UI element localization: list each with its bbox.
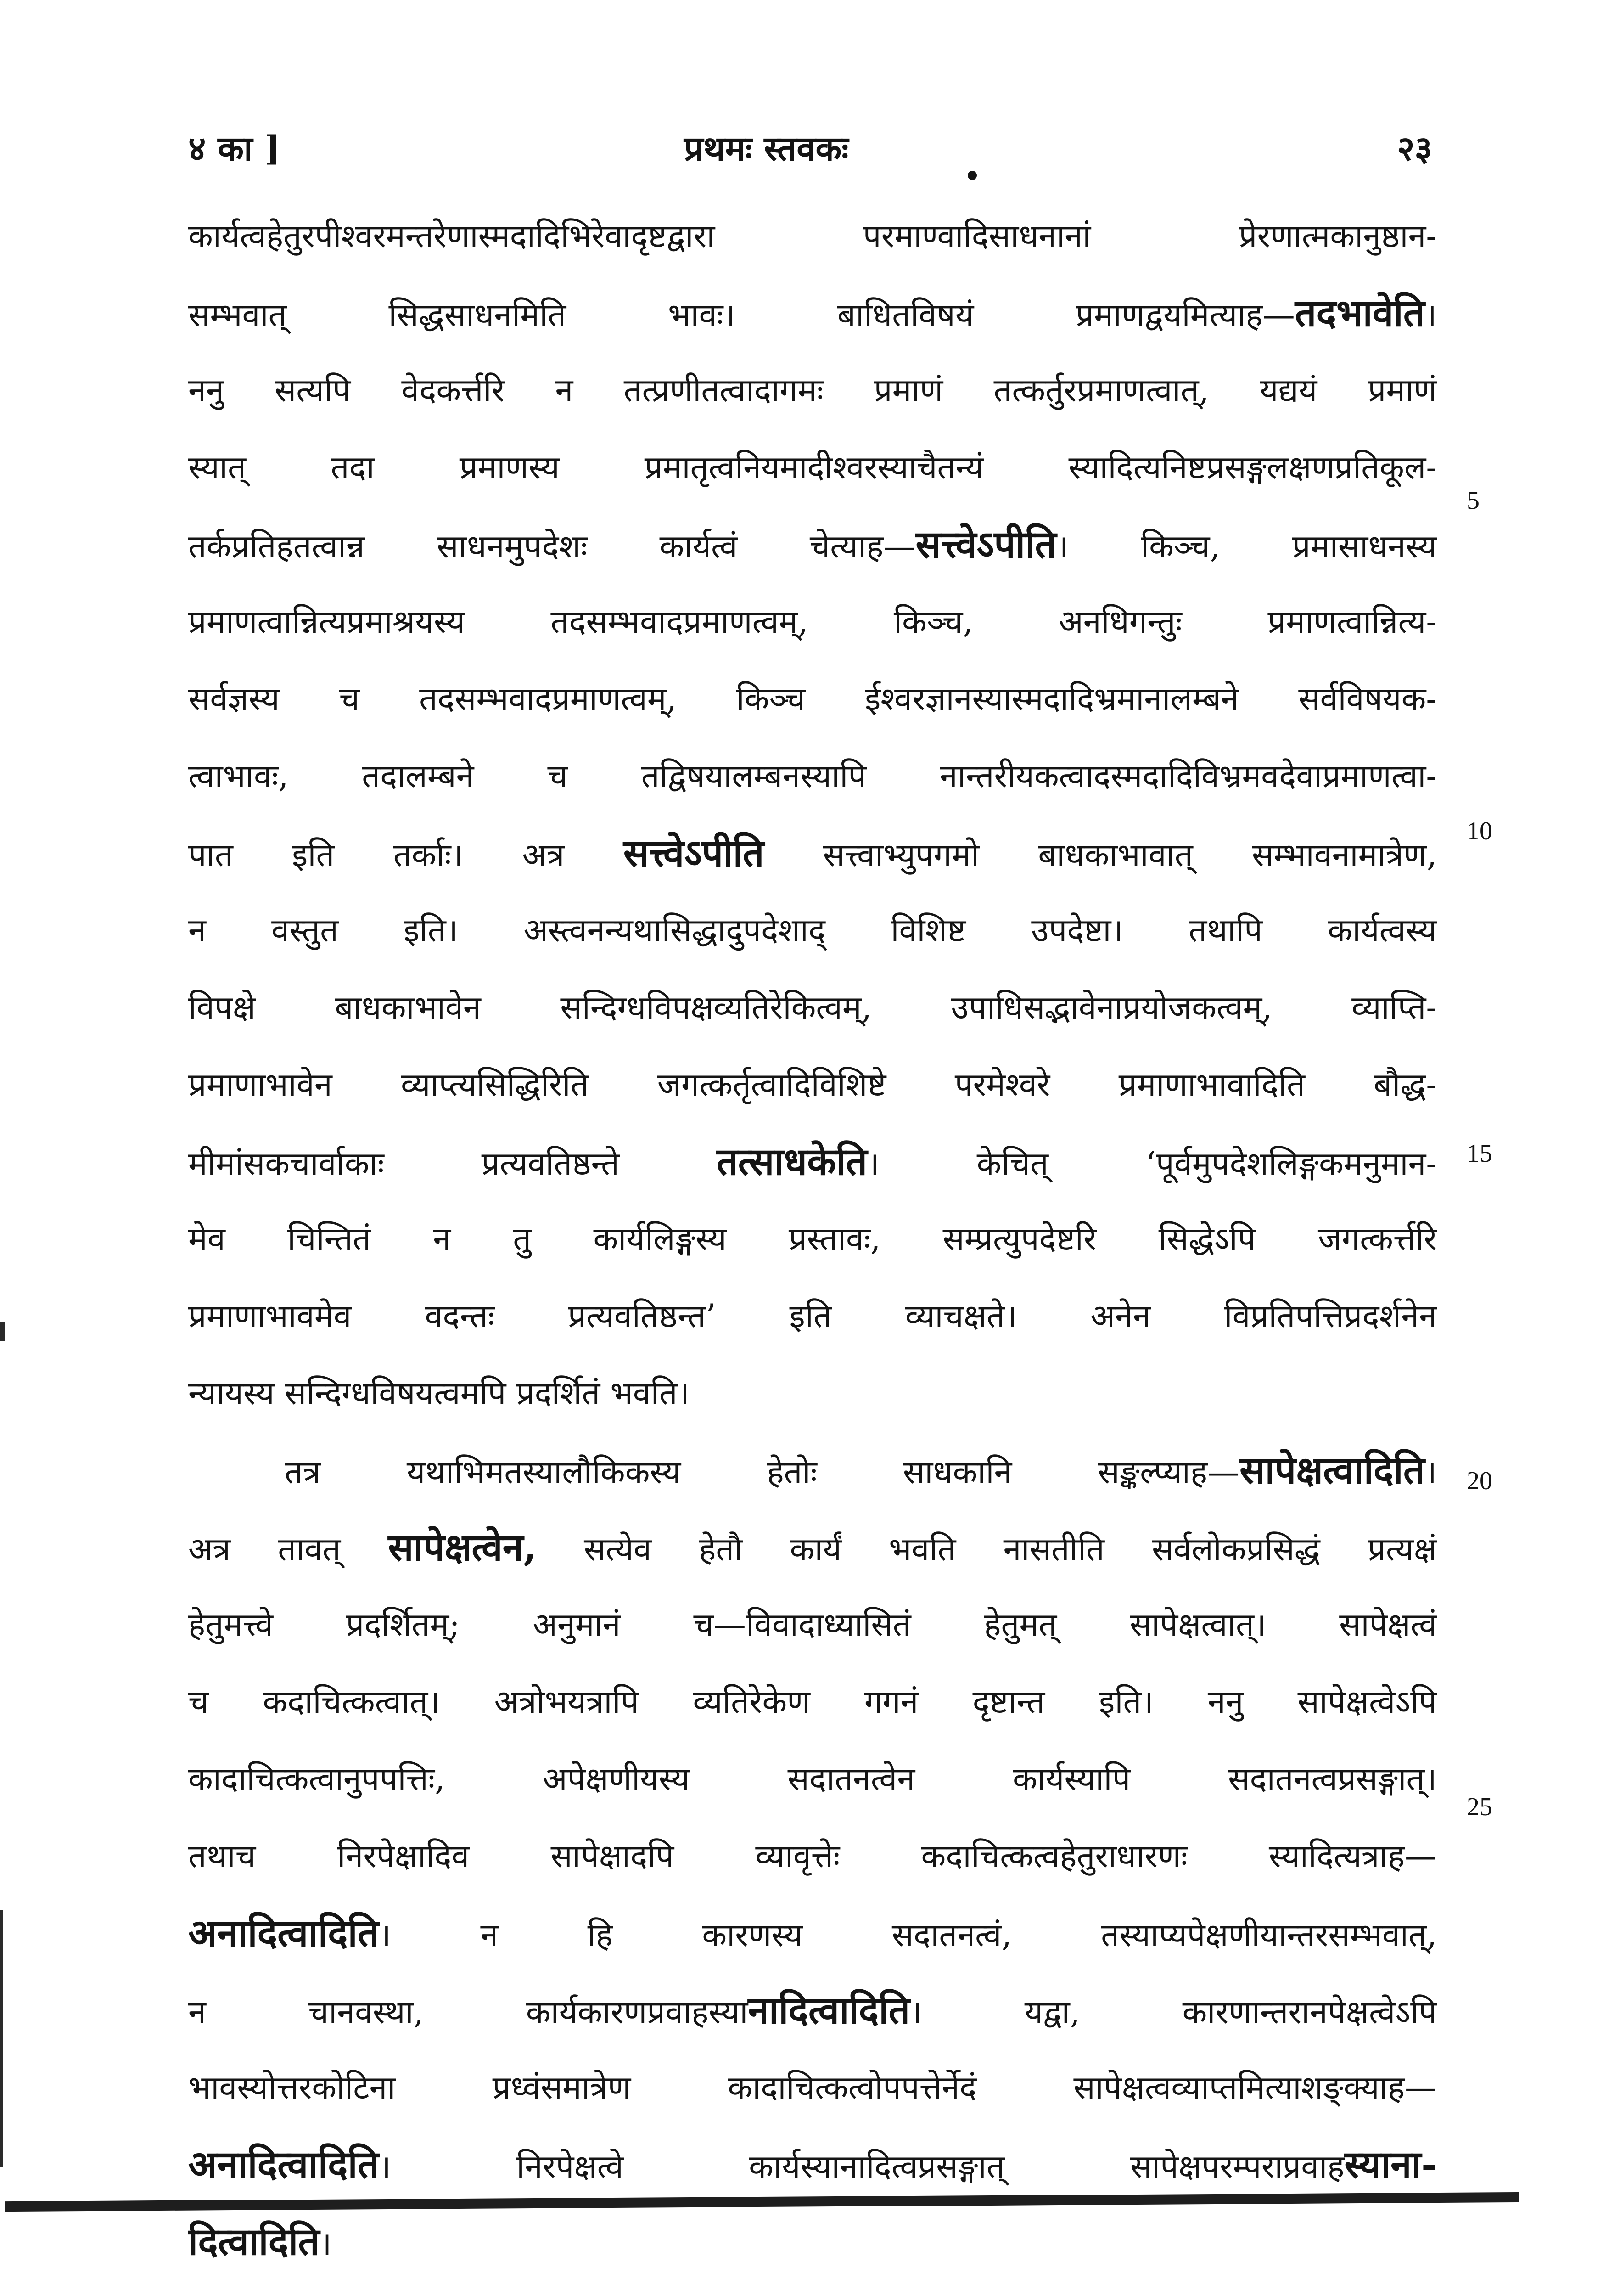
line-text: अत्र तावत् — [188, 1531, 388, 1568]
line-text: सम्भवात् सिद्धसाधनमिति भावः। बाधितविषयं प्रमाणद्वयमित्याह— — [188, 296, 1295, 334]
text-line — [188, 1972, 1437, 2049]
text-line — [188, 737, 1437, 815]
line-text: सत्त्वाभ्युपगमो बाधकाभावात् सम्भावनामात्रेण, — [764, 836, 1437, 874]
page-number: २३ — [1397, 129, 1432, 169]
line-text: प्रमाणाभावमेव वदन्तः प्रत्यवतिष्ठन्त’ इति व्याचक्षते। अनेन विप्रतिपत्तिप्रदर्शनेन — [188, 1297, 1437, 1335]
line-text: च कदाचित्कत्वात्। अत्रोभयत्रापि व्यतिरेकेण गगनं दृष्टान्त इति। ननु सापेक्षत्वेऽपि — [188, 1683, 1437, 1721]
line-text: हेतुमत्त्वे प्रदर्शितम्; अनुमानं च—विवादाध्यासितं हेतुमत् सापेक्षत्वात्। सापेक्षत्वं — [188, 1606, 1437, 1643]
text-line — [188, 1046, 1437, 1123]
text-line — [188, 1663, 1437, 1740]
text-line — [188, 197, 1437, 275]
text-line — [188, 429, 1437, 506]
line-text: । केचित् ‘पूर्वमुपदेशलिङ्गकमनुमान- — [867, 1145, 1437, 1182]
line-text: न वस्तुत इति। अस्त्वनन्यथासिद्धादुपदेशाद् विशिष्ट उपदेष्टा। तथापि कार्यत्वस्य — [188, 912, 1437, 949]
line-text: । किञ्च, प्रमासाधनस्य — [1056, 528, 1437, 565]
line-text: प्रमाणत्वान्नित्यप्रमाश्रयस्य तदसम्भवादप्रमाणत्वम्, किञ्च, अनधिगन्तुः प्रमाणत्वान्नित्य- — [188, 603, 1437, 641]
line-number: 10 — [1467, 817, 1492, 845]
bold-pratika: सत्त्वेऽपीति — [623, 831, 764, 875]
header-section-marker: ४ का ] — [188, 129, 281, 169]
bold-pratika: दित्वादिति — [188, 2220, 320, 2264]
line-text: त्वाभावः, तदालम्बने च तद्विषयालम्बनस्यापि नान्तरीयकत्वादस्मदादिविभ्रमवदेवाप्रमाणत्वा- — [188, 757, 1437, 795]
line-text: । निरपेक्षत्वे कार्यस्यानादित्वप्रसङ्गात् सापेक्षपरम्पराप्रवाह — [379, 2148, 1345, 2185]
bold-pratika: नादित्वादिति — [748, 1988, 910, 2032]
bold-pratika: सत्त्वेऽपीति — [915, 523, 1057, 567]
line-text: स्यात् तदा प्रमाणस्य प्रमातृत्वनियमादीश्वरस्याचैतन्यं स्यादित्यनिष्टप्रसङ्गलक्षणप्रतिकूल- — [188, 449, 1437, 486]
line-text: तथाच निरपेक्षादिव सापेक्षादपि व्यावृत्तेः कदाचित्कत्वहेतुराधारणः स्यादित्यत्राह— — [188, 1837, 1437, 1875]
text-line — [188, 1895, 1437, 1972]
line-text: प्रमाणाभावेन व्याप्त्यसिद्धिरिति जगत्कर्तृत्वादिविशिष्टे परमेश्वरे प्रमाणाभावादिति बौद्ध- — [188, 1066, 1437, 1103]
bold-pratika: स्याना- — [1344, 2143, 1437, 2187]
line-text: न्यायस्य सन्दिग्धविषयत्वमपि प्रदर्शितं भवति। — [188, 1374, 690, 1412]
text-line — [188, 892, 1437, 969]
line-text: सत्येव हेतौ कार्यं भवति नासतीति सर्वलोकप्रसिद्धं प्रत्यक्षं — [536, 1531, 1437, 1568]
line-text: कार्यत्वहेतुरपीश्वरमन्तरेणास्मदादिभिरेवादृष्टद्वारा परमाण्वादिसाधनानां प्रेरणात्मकानुष्ठान- — [188, 217, 1437, 255]
text-line — [188, 2280, 1437, 2296]
text-line — [188, 1200, 1437, 1277]
text-line — [188, 1740, 1437, 1818]
binding-mark — [0, 1322, 5, 1341]
line-text: न चानवस्था, कार्यकारणप्रवाहस्या — [188, 1993, 748, 2031]
line-text: । — [1424, 1453, 1437, 1491]
text-line — [188, 1277, 1437, 1355]
bold-pratika: सापेक्षत्वेन, — [388, 1525, 537, 1570]
line-text: । — [320, 2225, 332, 2262]
line-number: 20 — [1467, 1467, 1492, 1495]
line-text: विपक्षे बाधकाभावेन सन्दिग्धविपक्षव्यतिरेकित्वम्, उपाधिसद्भावेनाप्रयोजकत्वम्, व्याप्ति- — [188, 989, 1437, 1026]
line-text: मेव चिन्तितं न तु कार्यलिङ्गस्य प्रस्तावः, सम्प्रत्युपदेष्टरि सिद्धेऽपि जगत्कर्त्तरि — [188, 1220, 1437, 1258]
text-line — [188, 2203, 1437, 2280]
text-line — [188, 660, 1437, 737]
text-line — [188, 1123, 1437, 1200]
line-text: भावस्योत्तरकोटिना प्रध्वंसमात्रेण कादाचित्कत्वोपपत्तेर्नेदं सापेक्षत्वव्याप्तमित्याशङ्क्याह— — [188, 2069, 1437, 2106]
bold-pratika: तदभावेति — [1295, 291, 1425, 335]
text-line — [188, 1355, 1437, 1432]
header-chapter-title: प्रथमः स्तवकः — [684, 129, 849, 169]
text-line — [188, 2126, 1437, 2203]
bold-pratika: अनादित्वादिति — [188, 2143, 379, 2187]
line-text: सर्वज्ञस्य च तदसम्भवादप्रमाणत्वम्, किञ्च ईश्वरज्ञानस्यास्मदादिभ्रमानालम्बने सर्वविषयक- — [188, 680, 1437, 718]
text-line — [188, 583, 1437, 660]
text-line — [188, 1818, 1437, 1895]
running-header — [188, 124, 1432, 184]
line-text: तर्कप्रतिहतत्वान्न साधनमुपदेशः कार्यत्वं चेत्याह— — [188, 528, 916, 565]
text-line — [188, 969, 1437, 1046]
text-line — [188, 815, 1437, 892]
line-text: मीमांसकचार्वाकाः प्रत्यवतिष्ठन्ते — [188, 1145, 717, 1182]
line-text: कादाचित्कत्वानुपपत्तिः, अपेक्षणीयस्य सदातनत्वेन कार्यस्यापि सदातनत्वप्रसङ्गात्। — [188, 1760, 1437, 1798]
line-text: । यद्वा, कारणान्तरानपेक्षत्वेऽपि — [910, 1993, 1437, 2031]
bold-pratika: सापेक्षत्वादिति — [1239, 1448, 1425, 1492]
line-number: 15 — [1467, 1139, 1492, 1168]
bold-pratika: तत्साधकेति — [716, 1140, 868, 1184]
binding-edge — [0, 1910, 3, 2167]
line-text: । — [1424, 296, 1437, 334]
text-line — [188, 275, 1437, 352]
line-number: 25 — [1467, 1793, 1492, 1821]
print-dot — [968, 171, 977, 180]
text-line — [188, 2049, 1437, 2126]
body-text — [188, 197, 1437, 2296]
line-number: 5 — [1467, 486, 1480, 515]
bold-pratika: अनादित्वादिति — [188, 1911, 379, 1955]
text-line — [188, 1586, 1437, 1663]
text-line — [188, 506, 1437, 583]
line-text: ननु सत्यपि वेदकर्त्तरि न तत्प्रणीतत्वादागमः प्रमाणं तत्कर्तुरप्रमाणत्वात्, यद्ययं प्रमाणं — [188, 371, 1437, 409]
text-line — [188, 1509, 1437, 1586]
line-text: । न हि कारणस्य सदातनत्वं, तस्याप्यपेक्षणीयान्तरसम्भवात्, — [379, 1916, 1437, 1954]
text-line — [188, 352, 1437, 429]
text-line — [188, 1432, 1437, 1509]
line-text: तत्र यथाभिमतस्यालौकिकस्य हेतोः साधकानि सङ्कल्प्याह— — [285, 1453, 1240, 1491]
line-text: पात इति तर्काः। अत्र — [188, 836, 623, 874]
